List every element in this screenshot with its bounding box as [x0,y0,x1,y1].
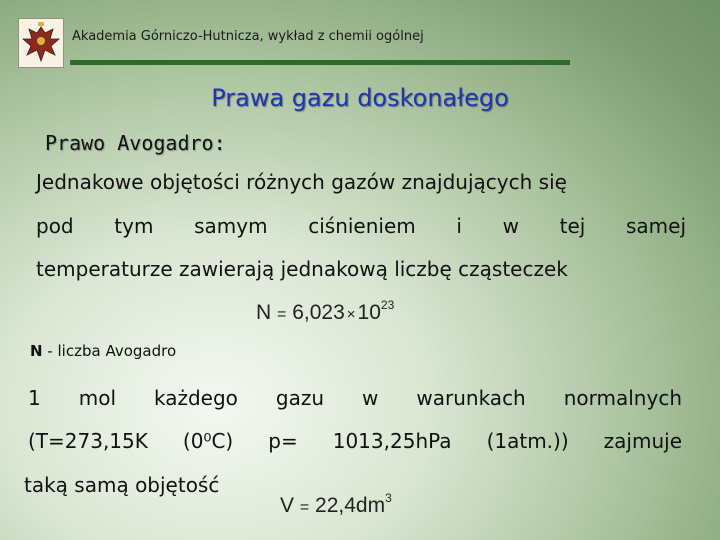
paragraph-2-line-1: 1 mol każdego gazu w warunkach normalnych [28,386,682,410]
n-symbol: N [30,342,43,360]
formula-v-eq: = [299,499,310,516]
header-institution-text: Akademia Górniczo-Hutnicza, wykład z chemii ogólnej [72,29,424,44]
university-logo [18,18,64,68]
formula-n-base: 10 [357,301,381,324]
formula-n-eq: = [277,306,287,323]
page-title [0,84,720,112]
paragraph-1-line-1-text: Jednakowe objętości różnych gazów znajdujących się [36,170,567,194]
formula-v-exponent: 3 [385,491,392,505]
molar-volume-formula [280,491,392,518]
formula-n-lhs: N [256,301,272,324]
formula-n-times: × [346,306,356,323]
formula-v-lhs: V [280,494,295,517]
paragraph-2-line-2: (T=273,15K (0⁰C) p= 1013,25hPa (1atm.)) zajmuje [28,429,682,453]
avogadro-formula [256,298,395,325]
formula-n-mantissa: 6,023 [292,301,345,324]
page-title-text: Prawa gazu doskonałego [211,84,509,112]
header-divider [70,60,570,65]
n-description: - liczba Avogadro [42,342,177,360]
paragraph-2-line-3: taką samą objętość [24,473,220,497]
paragraph-1-line-3: temperaturze zawierają jednakową liczbę cząsteczek [36,257,568,281]
eagle-crest-icon [19,19,63,67]
paragraph-1-line-1 [36,170,686,194]
law-heading: Prawo Avogadro: [45,131,226,155]
avogadro-number-label [30,342,176,360]
formula-n-exponent: 23 [380,298,395,312]
paragraph-1-line-2: pod tym samym ciśnieniem i w tej samej [36,214,686,238]
formula-v-value: 22,4dm [315,494,386,517]
